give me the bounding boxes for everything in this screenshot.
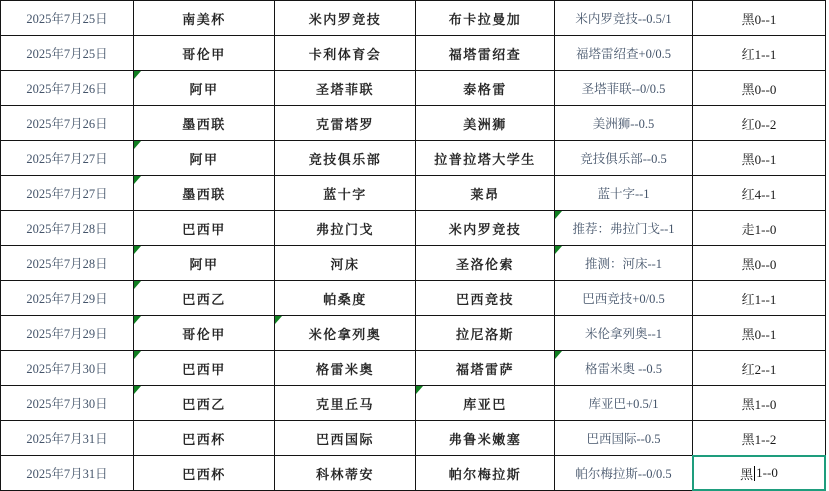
error-indicator-triangle-icon	[555, 246, 562, 254]
cell-home-team[interactable]: 蓝十字	[275, 176, 416, 211]
cell-away-team[interactable]: 布卡拉曼加	[416, 1, 555, 36]
cell-away-team[interactable]: 库亚巴	[416, 386, 555, 421]
cell-away-team[interactable]: 拉尼洛斯	[416, 316, 555, 351]
cell-league[interactable]: 墨西联	[134, 106, 275, 141]
cell-handicap[interactable]: 竞技俱乐部--0.5	[555, 141, 693, 176]
cell-handicap[interactable]: 蓝十字--1	[555, 176, 693, 211]
active-cell-text-after-caret: 1--0	[756, 465, 778, 480]
cell-home-team[interactable]: 帕桑度	[275, 281, 416, 316]
cell-result[interactable]: 红1--1	[693, 36, 826, 71]
cell-league[interactable]: 墨西联	[134, 176, 275, 211]
cell-home-team[interactable]: 巴西国际	[275, 421, 416, 456]
cell-home-team[interactable]: 米伦拿列奥	[275, 316, 416, 351]
cell-away-team[interactable]: 拉普拉塔大学生	[416, 141, 555, 176]
cell-league[interactable]: 阿甲	[134, 141, 275, 176]
cell-home-team[interactable]: 格雷米奥	[275, 351, 416, 386]
cell-league[interactable]: 巴西甲	[134, 211, 275, 246]
cell-handicap[interactable]: 格雷米奥 --0.5	[555, 351, 693, 386]
cell-home-team[interactable]: 卡利体育会	[275, 36, 416, 71]
error-indicator-triangle-icon	[134, 71, 141, 79]
cell-handicap[interactable]: 推荐：弗拉门戈--1	[555, 211, 693, 246]
cell-home-team[interactable]: 米内罗竞技	[275, 1, 416, 36]
cell-league[interactable]: 巴西杯	[134, 456, 275, 491]
cell-home-team[interactable]: 圣塔菲联	[275, 71, 416, 106]
cell-result[interactable]: 走1--0	[693, 211, 826, 246]
cell-away-team[interactable]: 弗鲁米嫩塞	[416, 421, 555, 456]
cell-date[interactable]: 2025年7月29日	[1, 281, 134, 316]
error-indicator-triangle-icon	[134, 386, 141, 394]
cell-away-team[interactable]: 米内罗竞技	[416, 211, 555, 246]
cell-handicap[interactable]: 巴西国际--0.5	[555, 421, 693, 456]
cell-league[interactable]: 哥伦甲	[134, 316, 275, 351]
cell-home-team[interactable]: 科林蒂安	[275, 456, 416, 491]
cell-handicap[interactable]: 美洲狮--0.5	[555, 106, 693, 141]
error-indicator-triangle-icon	[555, 211, 562, 219]
cell-date[interactable]: 2025年7月31日	[1, 421, 134, 456]
cell-league[interactable]: 巴西甲	[134, 351, 275, 386]
cell-date[interactable]: 2025年7月28日	[1, 246, 134, 281]
cell-away-team[interactable]: 福塔雷萨	[416, 351, 555, 386]
error-indicator-triangle-icon	[134, 246, 141, 254]
cell-date[interactable]: 2025年7月30日	[1, 386, 134, 421]
cell-away-team[interactable]: 福塔雷绍查	[416, 36, 555, 71]
cell-away-team[interactable]: 圣洛伦索	[416, 246, 555, 281]
active-cell-text-before-caret: 黑	[740, 466, 754, 482]
error-indicator-triangle-icon	[134, 316, 141, 324]
cell-date[interactable]: 2025年7月26日	[1, 106, 134, 141]
error-indicator-triangle-icon	[134, 176, 141, 184]
cell-away-team[interactable]: 泰格雷	[416, 71, 555, 106]
cell-date[interactable]: 2025年7月27日	[1, 141, 134, 176]
cell-date[interactable]: 2025年7月28日	[1, 211, 134, 246]
error-indicator-triangle-icon	[275, 316, 282, 324]
cell-league[interactable]: 南美杯	[134, 1, 275, 36]
cell-result[interactable]: 黑1--2	[693, 421, 826, 456]
cell-home-team[interactable]: 河床	[275, 246, 416, 281]
cell-home-team[interactable]: 克雷塔罗	[275, 106, 416, 141]
cell-result[interactable]: 红0--2	[693, 106, 826, 141]
cell-date[interactable]: 2025年7月26日	[1, 71, 134, 106]
cell-date[interactable]: 2025年7月31日	[1, 456, 134, 491]
cell-result[interactable]: 红2--1	[693, 351, 826, 386]
cell-handicap[interactable]: 福塔雷绍查+0/0.5	[555, 36, 693, 71]
cell-date[interactable]: 2025年7月25日	[1, 36, 134, 71]
cell-handicap[interactable]: 米伦拿列奥--1	[555, 316, 693, 351]
cell-league[interactable]: 巴西乙	[134, 281, 275, 316]
cell-league[interactable]: 阿甲	[134, 71, 275, 106]
cell-result[interactable]	[693, 456, 826, 491]
error-indicator-triangle-icon	[555, 351, 562, 359]
cell-result[interactable]: 红1--1	[693, 281, 826, 316]
cell-date[interactable]: 2025年7月29日	[1, 316, 134, 351]
cell-league[interactable]: 哥伦甲	[134, 36, 275, 71]
cell-date[interactable]: 2025年7月30日	[1, 351, 134, 386]
cell-league[interactable]: 阿甲	[134, 246, 275, 281]
error-indicator-triangle-icon	[134, 281, 141, 289]
cell-league[interactable]: 巴西杯	[134, 421, 275, 456]
cell-result[interactable]: 黑0--1	[693, 316, 826, 351]
cell-result[interactable]: 黑0--0	[693, 246, 826, 281]
cell-result[interactable]: 红4--1	[693, 176, 826, 211]
cell-league[interactable]: 巴西乙	[134, 386, 275, 421]
cell-date[interactable]: 2025年7月27日	[1, 176, 134, 211]
cell-home-team[interactable]: 竞技俱乐部	[275, 141, 416, 176]
cell-handicap[interactable]: 圣塔菲联--0/0.5	[555, 71, 693, 106]
cell-handicap[interactable]: 推测：河床--1	[555, 246, 693, 281]
cell-result[interactable]: 黑0--1	[693, 141, 826, 176]
cell-result[interactable]: 黑0--0	[693, 71, 826, 106]
cell-home-team[interactable]: 弗拉门戈	[275, 211, 416, 246]
cell-result[interactable]: 黑0--1	[693, 1, 826, 36]
cell-handicap[interactable]: 帕尔梅拉斯--0/0.5	[555, 456, 693, 491]
error-indicator-triangle-icon	[416, 386, 423, 394]
cell-away-team[interactable]: 莱昂	[416, 176, 555, 211]
cell-handicap[interactable]: 库亚巴+0.5/1	[555, 386, 693, 421]
cell-handicap[interactable]: 米内罗竞技--0.5/1	[555, 1, 693, 36]
cell-home-team[interactable]: 克里丘马	[275, 386, 416, 421]
cell-result[interactable]: 黑1--0	[693, 386, 826, 421]
cell-away-team[interactable]: 巴西竞技	[416, 281, 555, 316]
cell-away-team[interactable]: 美洲狮	[416, 106, 555, 141]
error-indicator-triangle-icon	[134, 141, 141, 149]
cell-date[interactable]: 2025年7月25日	[1, 1, 134, 36]
cell-handicap[interactable]: 巴西竞技+0/0.5	[555, 281, 693, 316]
error-indicator-triangle-icon	[134, 351, 141, 359]
cell-away-team[interactable]: 帕尔梅拉斯	[416, 456, 555, 491]
text-caret	[754, 466, 755, 481]
